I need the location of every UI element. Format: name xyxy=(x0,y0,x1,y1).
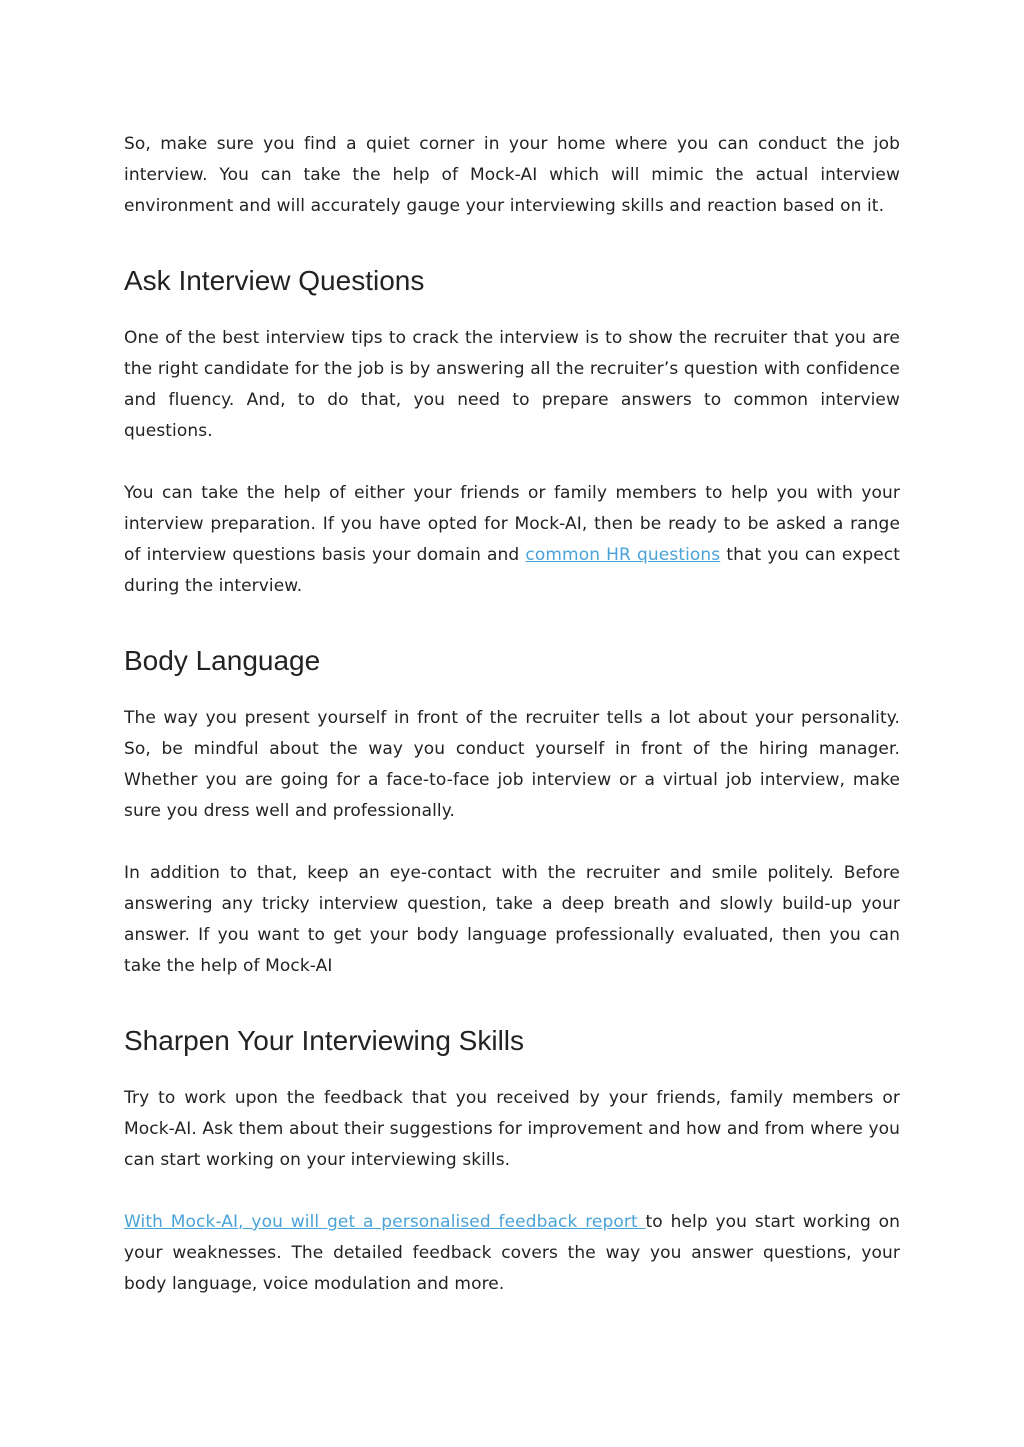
personalised-feedback-report-link[interactable]: With Mock-AI, you will get a personalised feedback report xyxy=(124,1212,646,1232)
heading-ask-interview-questions: Ask Interview Questions xyxy=(124,265,425,296)
sharpen-skills-paragraph-1: Try to work upon the feedback that you received by your friends, family members or Mock-AI. Ask them about their suggestions for improvement and how and from where you can start working on your interviewing skills. xyxy=(124,1088,900,1170)
ask-questions-paragraph-2-text-before: You can take the help of either your friends or family members to help you with your interview preparation. If you have opted for Mock-AI, then be ready to be asked a range of interview questions basis your domain and xyxy=(124,483,900,565)
heading-sharpen-interviewing-skills: Sharpen Your Interviewing Skills xyxy=(124,1025,525,1056)
intro-paragraph: So, make sure you find a quiet corner in your home where you can conduct the job interview. You can take the help of Mock-AI which will mimic the actual interview environment and will accurately gauge your interviewing skills and reaction based on it. xyxy=(124,134,900,216)
sharpen-skills-paragraph-2 xyxy=(124,1207,900,1300)
body-language-paragraph-1: The way you present yourself in front of the recruiter tells a lot about your personality. So, be mindful about the way you conduct yourself in front of the hiring manager. Whether you are going for a face-to-face job interview or a virtual job interview, make sure you dress well and professionally. xyxy=(124,708,900,821)
body-language-paragraph-2: In addition to that, keep an eye-contact with the recruiter and smile politely. Before answering any tricky interview question, take a deep breath and slowly build-up your answer. If you want to get your body language professionally evaluated, then you can take the help of Mock-AI xyxy=(124,863,900,976)
sharpen-skills-paragraph-2-text-after: to help you start working on your weaknesses. The detailed feedback covers the way you answer questions, your body language, voice modulation and more. xyxy=(124,1212,900,1294)
ask-questions-paragraph-2 xyxy=(124,478,900,602)
document-page xyxy=(124,129,900,1300)
ask-questions-paragraph-2-text-after: that you can expect during the interview. xyxy=(124,545,900,596)
ask-questions-paragraph-1: One of the best interview tips to crack the interview is to show the recruiter that you are the right candidate for the job is by answering all the recruiter’s question with confidence and fluency. And, to do that, you need to prepare answers to common interview questions. xyxy=(124,328,900,441)
heading-body-language: Body Language xyxy=(124,645,321,676)
common-hr-questions-link[interactable]: common HR questions xyxy=(525,545,721,565)
